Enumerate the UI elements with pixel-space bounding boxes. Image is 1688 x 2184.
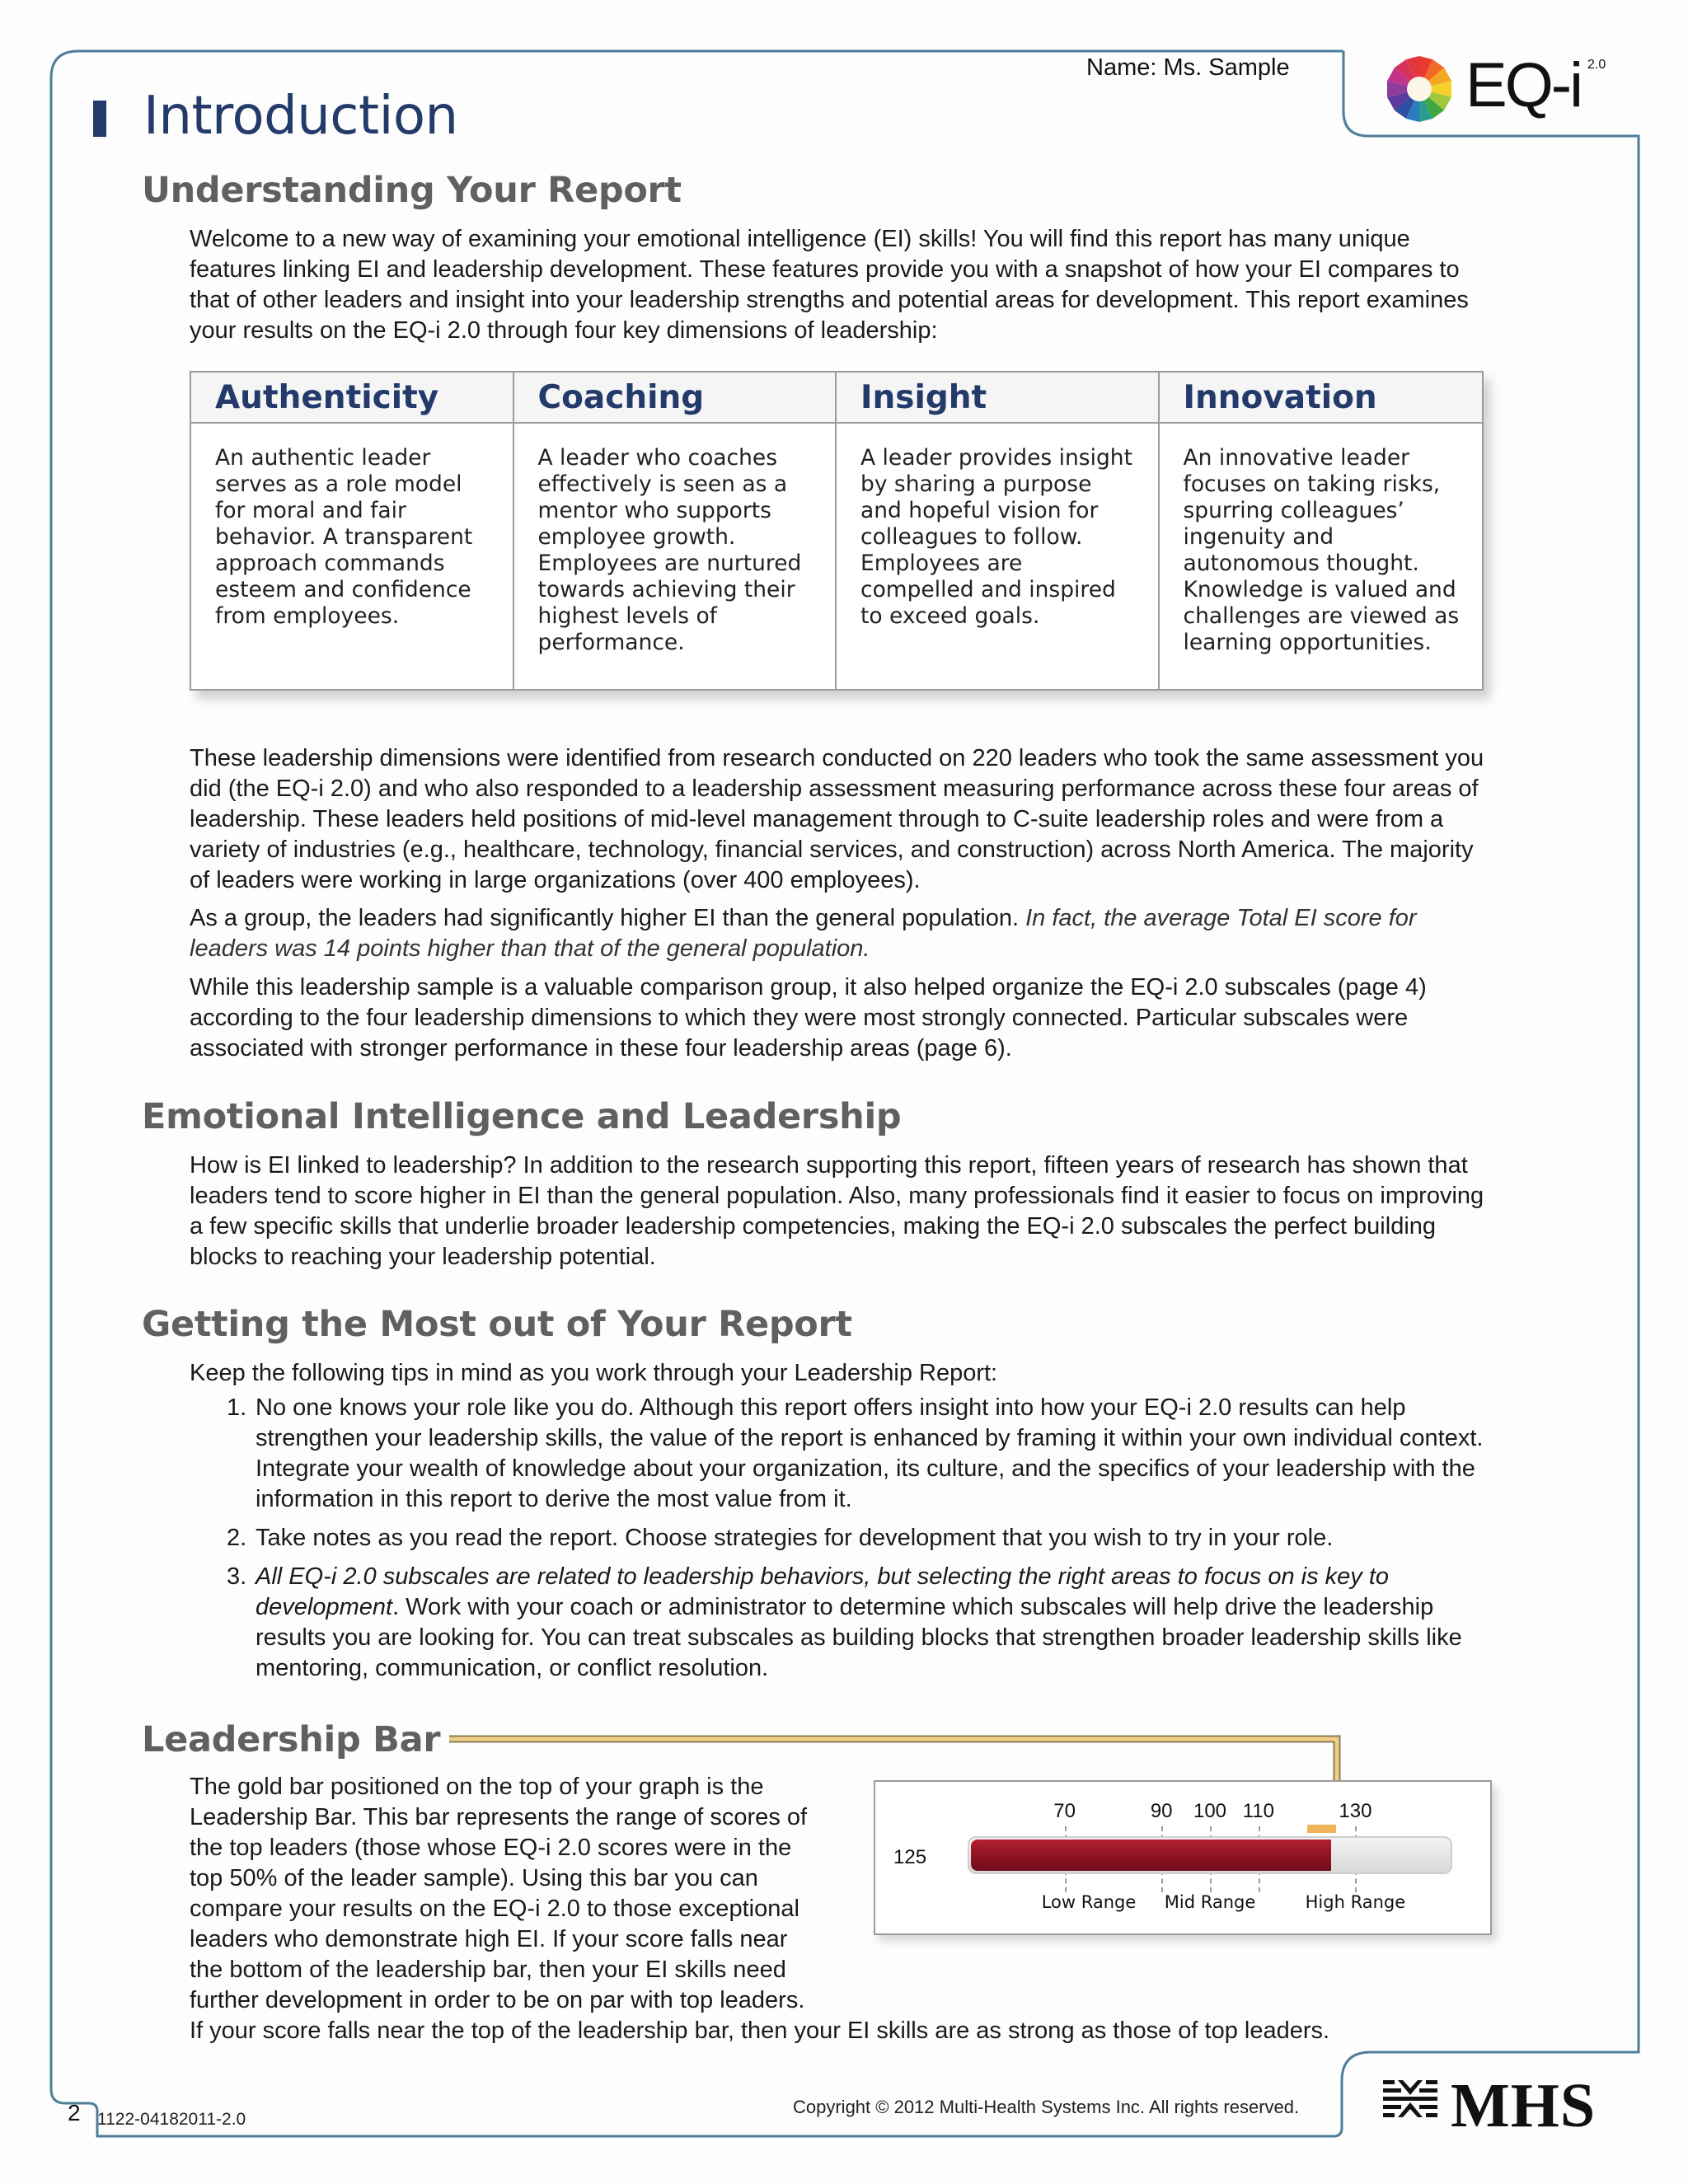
title-marker: [93, 101, 106, 137]
eqi-flower-icon: [1378, 48, 1461, 130]
tick-label: 70: [1053, 1800, 1076, 1822]
list-item: [227, 1562, 1488, 1684]
dimension-column: [837, 373, 1160, 689]
mhs-logo-text: MHS: [1451, 2071, 1597, 2140]
score-label: 125: [893, 1846, 927, 1868]
leadership-bar-description: The gold bar positioned on the top of your graph is the Leadership Bar. This bar represents the range of scores of the top leaders (those whose EQ-i 2.0 scores were in the top 50% of the leader sample). Using this bar you can compare your results on the EQ-i 2.0 to those exceptional leaders who demonstrate high EI. If your score falls near the bottom of the leadership bar, then your EI skills need further development in order to be on par with top leaders. If your score falls near the top of the leadership bar, then your EI skills are as strong as those of top leaders.: [190, 1774, 1330, 2044]
dimension-text: A leader who coaches effectively is seen as a mentor who supports employee growth. Employees are nurtured towards achieving their highest levels of performance.: [537, 445, 802, 655]
understanding-heading: Understanding Your Report: [142, 170, 682, 211]
tip-text: . Work with your coach or administrator to determine which subscales will help drive the leadership results you are looking for. You can treat subscales as building blocks that strengthen broader leadership skills like mentoring, communication, or conflict resolution.: [256, 1594, 1462, 1681]
dimension-text: An innovative leader focuses on taking risks, spurring colleagues’ ingenuity and autonomous thought. Knowledge is valued and challenges are viewed as learning opportunities.: [1183, 445, 1460, 655]
most-out-heading: Getting the Most out of Your Report: [142, 1304, 852, 1345]
range-label: Mid Range: [1164, 1892, 1256, 1912]
eqi-logo-text: EQ-i: [1465, 50, 1581, 120]
tick-label: 90: [1150, 1800, 1173, 1822]
name-label: Name: Ms. Sample: [1086, 54, 1290, 81]
leadership-bar-graph: [874, 1780, 1492, 1935]
leadership-gold-bar: [1307, 1825, 1336, 1833]
score-fill: [971, 1840, 1331, 1871]
tip-number: 3.: [227, 1563, 247, 1590]
score-track: [968, 1836, 1452, 1874]
dimension-title: Coaching: [514, 373, 836, 424]
tip-italic: All EQ-i 2.0 subscales are related to leadership behaviors, but selecting the right areas to focus on is key to development: [256, 1563, 1390, 1620]
range-label: Low Range: [1041, 1892, 1137, 1912]
tips-list: [227, 1393, 1488, 1692]
copyright: Copyright © 2012 Multi-Health Systems Inc. All rights reserved.: [793, 2097, 1300, 2117]
mhs-emblem-icon: [1381, 2077, 1439, 2126]
ei-leadership-text: How is EI linked to leadership? In addition to the research supporting this report, fifteen years of research has shown that leaders tend to score higher in EI than the general population. Also, many professionals find it easier to focus on improving a few specific skills that underlie broader leadership competencies, making the EQ-i 2.0 subscales the perfect building blocks to reaching your leadership potential.: [190, 1152, 1484, 1270]
research-paragraph: These leadership dimensions were identified from research conducted on 220 leaders who took the same assessment you did (the EQ-i 2.0) and who also responded to a leadership assessment measuring performance across these four areas of leadership. These leaders held positions of mid-level management through to C-suite leadership roles and were from a variety of industries (e.g., healthcare, technology, financial services, and construction) across North America. The majority of leaders were working in large organizations (over 400 employees).: [190, 745, 1484, 893]
dimension-column: [1160, 373, 1483, 689]
ei-leadership-heading: Emotional Intelligence and Leadership: [142, 1096, 902, 1137]
dimension-title: Innovation: [1160, 373, 1483, 424]
dimension-title: Insight: [837, 373, 1158, 424]
dimension-text: An authentic leader serves as a role model for moral and fair behavior. A transparent approach commands esteem and confidence from employees.: [215, 445, 473, 629]
tip-text: No one knows your role like you do. Although this report offers insight into how your EQ-i 2.0 results can help strengthen your leadership skills, the value of the report is enhanced by framing it within your own individual context. Integrate your wealth of knowledge about your organization, its culture, and the specifics of your leadership with the information in this report to derive the most value from it.: [256, 1394, 1484, 1512]
dimension-column: [514, 373, 837, 689]
list-item: [227, 1393, 1488, 1515]
page-number: 2: [68, 2100, 81, 2125]
tick-label: 100: [1193, 1800, 1227, 1822]
dimensions-table: [190, 371, 1484, 691]
page-title: Introduction: [143, 86, 458, 147]
comparison-italic: In fact, the average Total EI score for leaders was 14 points higher than that of the general population.: [190, 905, 1417, 962]
tip-text: Take notes as you read the report. Choose strategies for development that you wish to try in your role.: [256, 1525, 1334, 1551]
tip-number: 2.: [227, 1525, 247, 1551]
understanding-intro: Welcome to a new way of examining your emotional intelligence (EI) skills! You will find this report has many unique features linking EI and leadership development. These features provide you with a snapshot of how your EI compares to that of other leaders and insight into your leadership strengths and potential areas for development. This report examines your results on the EQ-i 2.0 through four key dimensions of leadership:: [190, 226, 1469, 344]
comparison-paragraph: [190, 903, 1492, 964]
tick-label: 130: [1339, 1800, 1372, 1822]
subscales-paragraph: While this leadership sample is a valuable comparison group, it also helped organize the EQ-i 2.0 subscales (page 4) according to the four leadership dimensions to which they were most strongly connected. Particular subscales were associated with stronger performance in these four leadership areas (page 6).: [190, 974, 1427, 1062]
dimension-column: [191, 373, 514, 689]
eqi-version: 2.0: [1587, 58, 1606, 72]
tick-label: 110: [1242, 1800, 1274, 1822]
document-code: 1122-04182011-2.0: [97, 2110, 246, 2129]
tip-number: 1.: [227, 1394, 247, 1421]
range-label: High Range: [1305, 1892, 1406, 1912]
comparison-plain: As a group, the leaders had significantly higher EI than the general population.: [190, 905, 1020, 931]
eqi-logo: [1378, 48, 1625, 130]
dimension-title: Authenticity: [191, 373, 513, 424]
mhs-logo: [1381, 2071, 1612, 2140]
list-item: [227, 1523, 1488, 1554]
leadership-bar-heading: Leadership Bar: [142, 1719, 441, 1760]
dimension-text: A leader provides insight by sharing a purpose and hopeful vision for colleagues to follow. Employees are compelled and inspired to exceed goals.: [860, 445, 1132, 629]
tips-intro: Keep the following tips in mind as you work through your Leadership Report:: [190, 1360, 998, 1386]
